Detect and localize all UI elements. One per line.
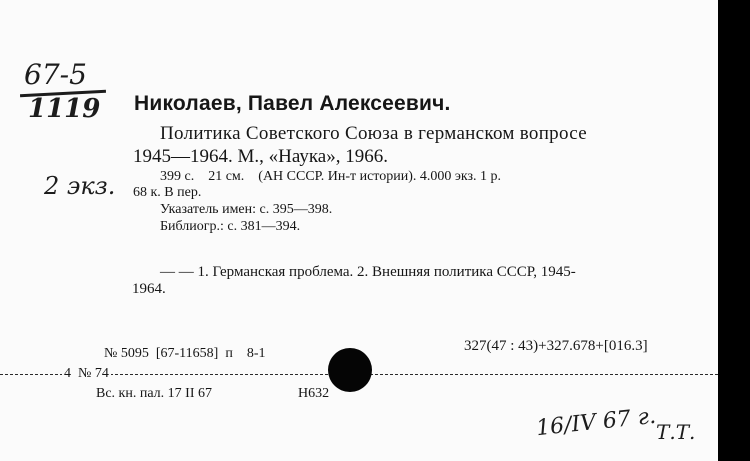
classification-index: 327(47 : 43)+327.678+[016.3] <box>464 338 648 354</box>
collation-line-2: 68 к. В пер. <box>133 185 202 200</box>
series-number: 4 № 74 <box>64 366 109 381</box>
title-line-2: 1945—1964. М., «Наука», 1966. <box>133 146 388 167</box>
handwritten-initials: Т.Т. <box>656 420 696 444</box>
handwritten-copies-note: 2 экз. <box>44 172 116 200</box>
bibliography-note: Библиогр.: с. 381—394. <box>160 219 301 234</box>
handwritten-date: 16/IV 67 г. <box>535 403 658 442</box>
handwritten-shelfmark-bottom: 1119 <box>28 94 101 124</box>
printing-date-note: Вс. кн. пал. 17 II 67 <box>96 386 212 401</box>
title-line-1: Политика Советского Союза в германском вопросе <box>160 123 587 144</box>
index-note: Указатель имен: с. 395—398. <box>160 202 333 217</box>
author-heading: Николаев, Павел Алексеевич. <box>134 92 451 115</box>
handwritten-shelfmark-top: 67-5 <box>24 58 87 91</box>
printing-code: Н632 <box>298 386 330 401</box>
collation-line-1: 399 с. 21 см. (АН СССР. Ин-т истории). 4.000 экз. 1 р. <box>160 169 502 184</box>
subjects-line-1: — — 1. Германская проблема. 2. Внешняя политика СССР, 1945- <box>160 264 576 280</box>
record-number: № 5095 [67-11658] п 8-1 <box>104 346 266 361</box>
ink-blot <box>328 348 372 392</box>
subjects-line-2: 1964. <box>132 281 166 297</box>
